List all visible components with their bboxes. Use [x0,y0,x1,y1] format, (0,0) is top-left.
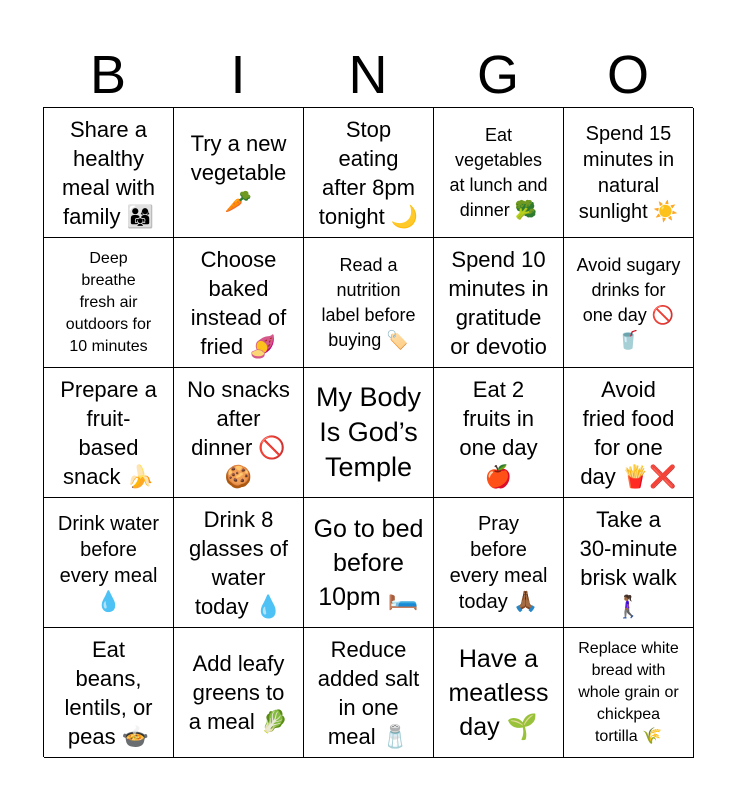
bingo-cell[interactable] [564,368,694,498]
cell-text: Avoid fried food for one day 🍟❌ [580,376,677,489]
cell-text: Eat 2 fruits in one day 🍎 [459,376,538,489]
cell-text: Pray before every meal today 🙏🏾 [449,512,548,613]
cell-text: Choose baked instead of fried 🍠 [190,246,287,359]
bingo-cell[interactable] [304,628,434,758]
cell-text: Stop eating after 8pm tonight 🌙 [318,116,419,229]
header-letter-b: B [89,45,127,105]
bingo-cell[interactable] [174,108,304,238]
cell-text: Reduce added salt in one meal 🧂 [317,636,420,749]
bingo-cell[interactable] [434,628,564,758]
bingo-cell[interactable] [44,368,174,498]
bingo-cell[interactable] [174,628,304,758]
cell-text: Spend 15 minutes in natural sunlight ☀️ [578,122,679,223]
bingo-cell[interactable] [564,108,694,238]
bingo-cell[interactable] [434,368,564,498]
bingo-cell[interactable] [174,498,304,628]
bingo-cell[interactable] [174,368,304,498]
cell-text: Drink water before every meal 💧 [57,512,160,613]
cell-text: Avoid sugary drinks for one day 🚫 🥤 [576,254,681,350]
cell-text: Replace white bread with whole grain or chickpea tortilla 🌾 [578,639,679,745]
header-letter-o: O [606,45,649,105]
cell-text: Deep breathe fresh air outdoors for 10 minutes [65,249,152,355]
bingo-grid [43,107,693,757]
bingo-cell[interactable] [564,498,694,628]
bingo-cell[interactable] [304,498,434,628]
bingo-cell[interactable] [434,498,564,628]
bingo-free-space[interactable] [304,368,434,498]
cell-text: Eat beans, lentils, or peas 🍲 [64,636,153,749]
bingo-cell[interactable] [434,238,564,368]
bingo-cell[interactable] [44,498,174,628]
cell-text: Have a meatless day 🌱 [448,644,549,741]
cell-text: My Body Is God’s Temple [315,382,422,482]
bingo-cell[interactable] [44,628,174,758]
cell-text: Share a healthy meal with family 👨‍👩‍👧 [62,116,155,229]
bingo-cell[interactable] [434,108,564,238]
cell-text: Spend 10 minutes in gratitude or devotio [448,246,549,359]
cell-text: Go to bed before 10pm 🛏️ [313,514,424,611]
bingo-cell[interactable] [44,238,174,368]
header-letter-n: N [348,45,388,105]
bingo-cell[interactable] [304,108,434,238]
cell-text: No snacks after dinner 🚫 🍪 [187,376,290,489]
cell-text: Prepare a fruit- based snack 🍌 [60,376,157,489]
bingo-cell[interactable] [304,238,434,368]
cell-text: Try a new vegetable 🥕 [190,131,287,214]
header-letter-i: I [230,45,246,105]
bingo-cell[interactable] [564,238,694,368]
header-letter-g: G [476,45,519,105]
cell-text: Take a 30-minute brisk walk 🚶🏾‍♀️ [579,506,678,619]
bingo-cell[interactable] [564,628,694,758]
bingo-cell[interactable] [174,238,304,368]
cell-text: Eat vegetables at lunch and dinner 🥦 [449,124,548,220]
bingo-cell[interactable] [44,108,174,238]
cell-text: Add leafy greens to a meal 🥬 [188,651,289,734]
cell-text: Read a nutrition label before buying 🏷️ [321,254,416,350]
bingo-header [43,40,693,110]
cell-text: Drink 8 glasses of water today 💧 [188,506,289,619]
